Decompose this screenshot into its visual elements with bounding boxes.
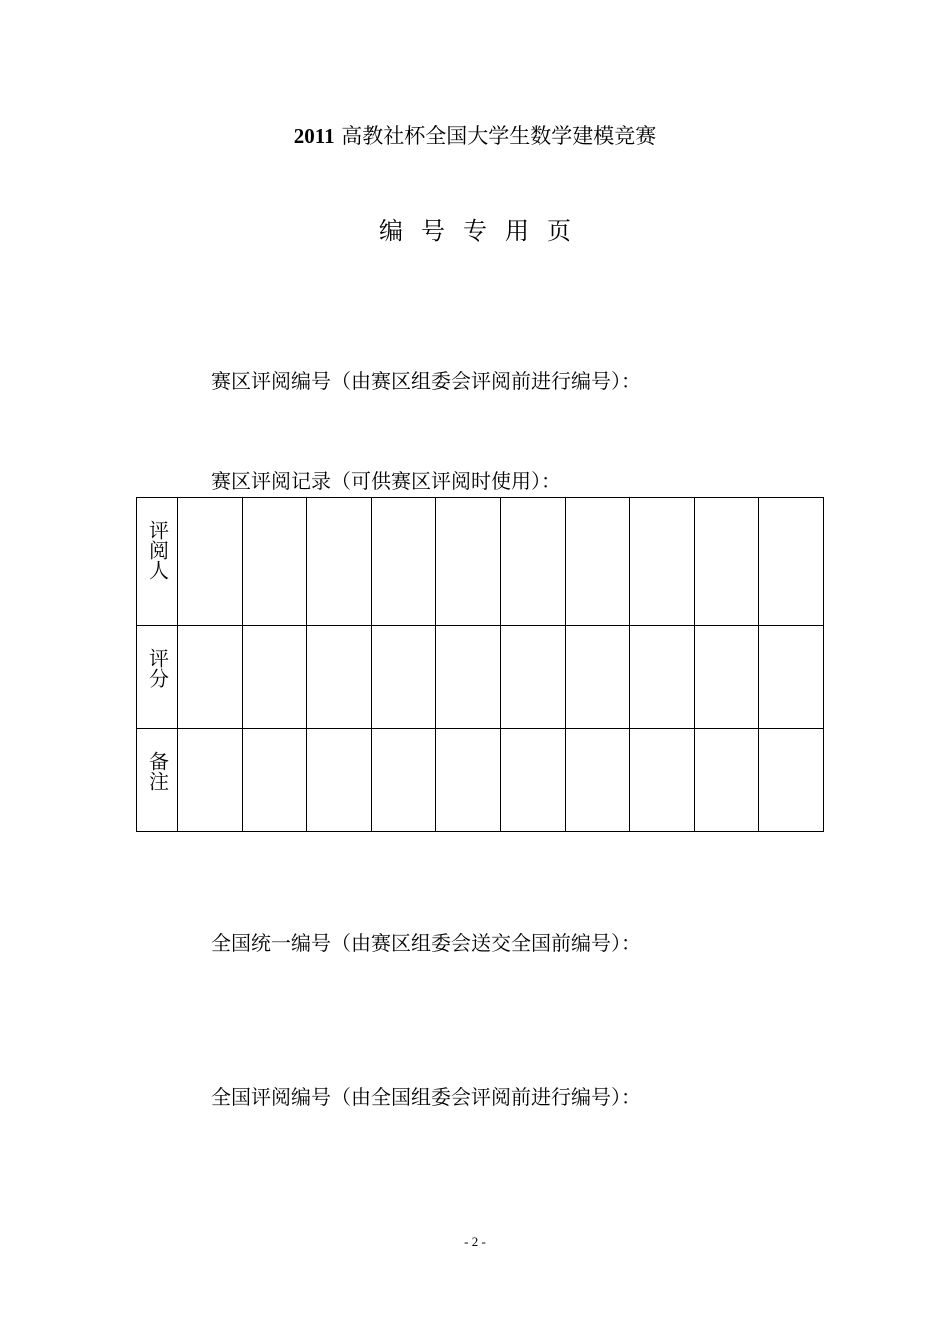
- table-cell[interactable]: [371, 729, 436, 832]
- table-cell[interactable]: [371, 626, 436, 729]
- table-cell[interactable]: [759, 729, 824, 832]
- title-year: 2011: [293, 124, 335, 148]
- table-cell[interactable]: [565, 729, 630, 832]
- table-cell[interactable]: [630, 729, 695, 832]
- document-title: [0, 122, 950, 150]
- national-review-number-label: 全国评阅编号（由全国组委会评阅前进行编号）：: [211, 1085, 641, 1109]
- national-unified-number-label: 全国统一编号（由赛区组委会送交全国前编号）：: [211, 931, 641, 955]
- table-cell[interactable]: [371, 498, 436, 626]
- table-row-score: [137, 626, 824, 729]
- table-cell[interactable]: [759, 498, 824, 626]
- table-cell[interactable]: [178, 729, 243, 832]
- table-cell[interactable]: [307, 729, 372, 832]
- table-cell[interactable]: [436, 498, 501, 626]
- table-cell[interactable]: [242, 729, 307, 832]
- table-cell[interactable]: [565, 498, 630, 626]
- table-cell[interactable]: [436, 729, 501, 832]
- regional-review-number-label: 赛区评阅编号（由赛区组委会评阅前进行编号）：: [211, 369, 641, 393]
- regional-review-record-label: 赛区评阅记录（可供赛区评阅时使用）：: [211, 469, 561, 493]
- row-header-reviewer: [137, 498, 178, 626]
- table-cell[interactable]: [630, 498, 695, 626]
- table-cell[interactable]: [178, 498, 243, 626]
- table-cell[interactable]: [759, 626, 824, 729]
- table-cell[interactable]: [436, 626, 501, 729]
- table-cell[interactable]: [500, 498, 565, 626]
- row-header-score: [137, 626, 178, 729]
- row-header-text: 评阅人: [145, 520, 170, 580]
- title-text: 高教社杯全国大学生数学建模竞赛: [341, 124, 657, 148]
- table-row-reviewer: [137, 498, 824, 626]
- table-cell[interactable]: [307, 498, 372, 626]
- row-header-text: 评分: [145, 648, 170, 688]
- review-record-table: [136, 497, 824, 832]
- table-cell[interactable]: [242, 626, 307, 729]
- table-cell[interactable]: [500, 729, 565, 832]
- table-cell[interactable]: [307, 626, 372, 729]
- page-subtitle: 编号专用页: [379, 217, 589, 245]
- table-cell[interactable]: [500, 626, 565, 729]
- table-cell[interactable]: [565, 626, 630, 729]
- table-cell[interactable]: [630, 626, 695, 729]
- row-header-text: 备注: [145, 751, 170, 791]
- page-number: - 2 -: [464, 1234, 486, 1249]
- table-cell[interactable]: [178, 626, 243, 729]
- row-header-remarks: [137, 729, 178, 832]
- table-row-remarks: [137, 729, 824, 832]
- table-cell[interactable]: [694, 626, 759, 729]
- table-cell[interactable]: [242, 498, 307, 626]
- table-cell[interactable]: [694, 498, 759, 626]
- table-cell[interactable]: [694, 729, 759, 832]
